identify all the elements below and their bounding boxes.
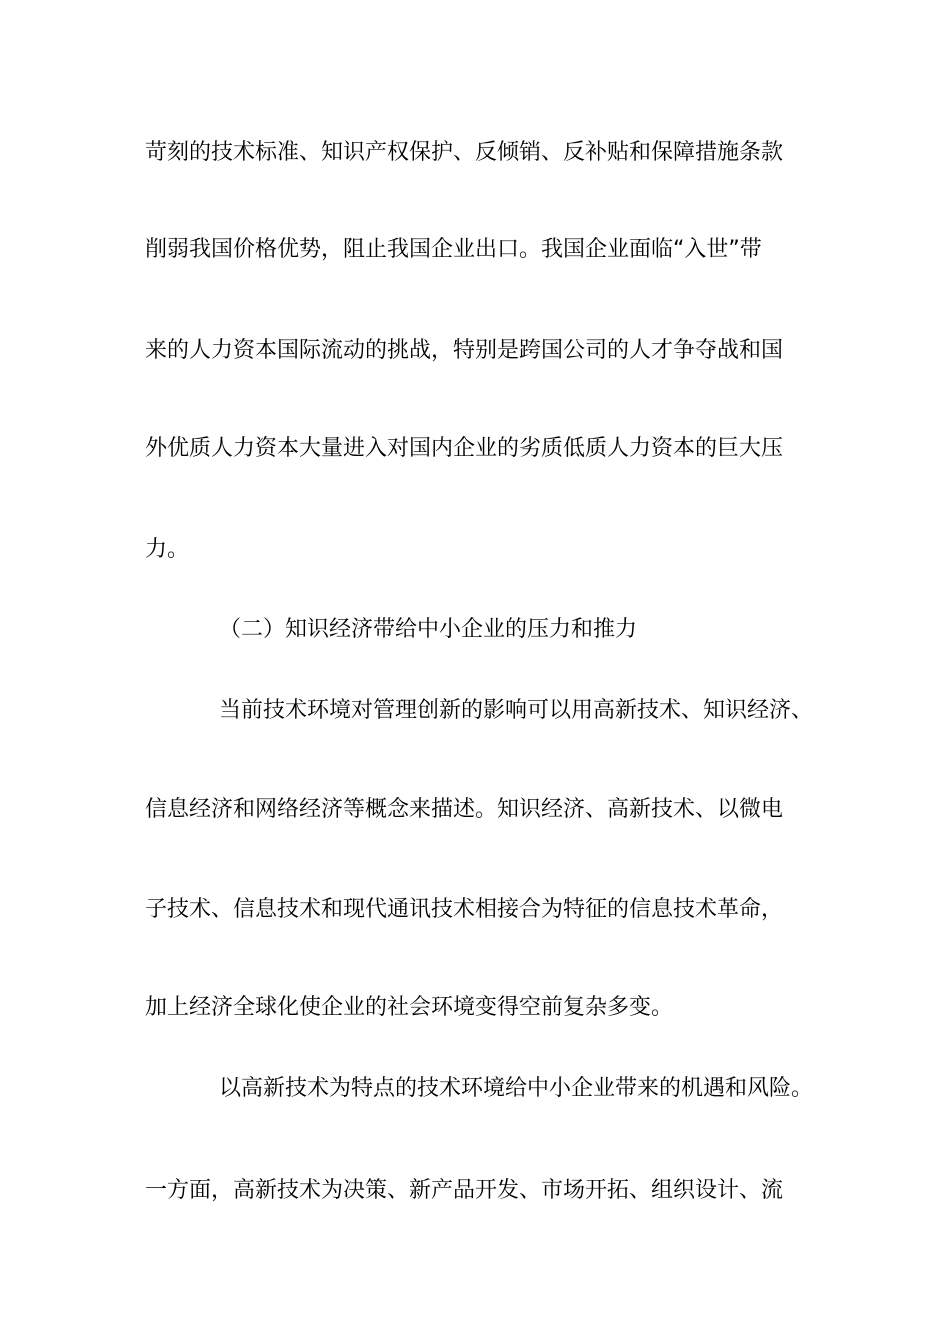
paragraph-line: 信息经济和网络经济等概念来描述。知识经济、高新技术、以微电: [145, 797, 784, 822]
paragraph-line: 以高新技术为特点的技术环境给中小企业带来的机遇和风险。: [219, 1076, 814, 1101]
paragraph-line: 加上经济全球化使企业的社会环境变得空前复杂多变。: [145, 995, 674, 1020]
section-heading: （二）知识经济带给中小企业的压力和推力: [219, 617, 638, 642]
paragraph-line: 外优质人力资本大量进入对国内企业的劣质低质人力资本的巨大压: [145, 436, 784, 461]
paragraph-line: 削弱我国价格优势，阻止我国企业出口。我国企业面临“入世”带: [145, 237, 762, 262]
paragraph-line: 一方面，高新技术为决策、新产品开发、市场开拓、组织设计、流: [145, 1178, 784, 1203]
paragraph-line: 苛刻的技术标准、知识产权保护、反倾销、反补贴和保障措施条款: [145, 140, 784, 165]
paragraph-line: 子技术、信息技术和现代通讯技术相接合为特征的信息技术革命，: [145, 897, 784, 922]
paragraph-line: 力。: [145, 537, 190, 562]
paragraph-line: 当前技术环境对管理创新的影响可以用高新技术、知识经济、: [219, 698, 814, 723]
paragraph-line: 来的人力资本国际流动的挑战，特别是跨国公司的人才争夺战和国: [145, 338, 784, 363]
